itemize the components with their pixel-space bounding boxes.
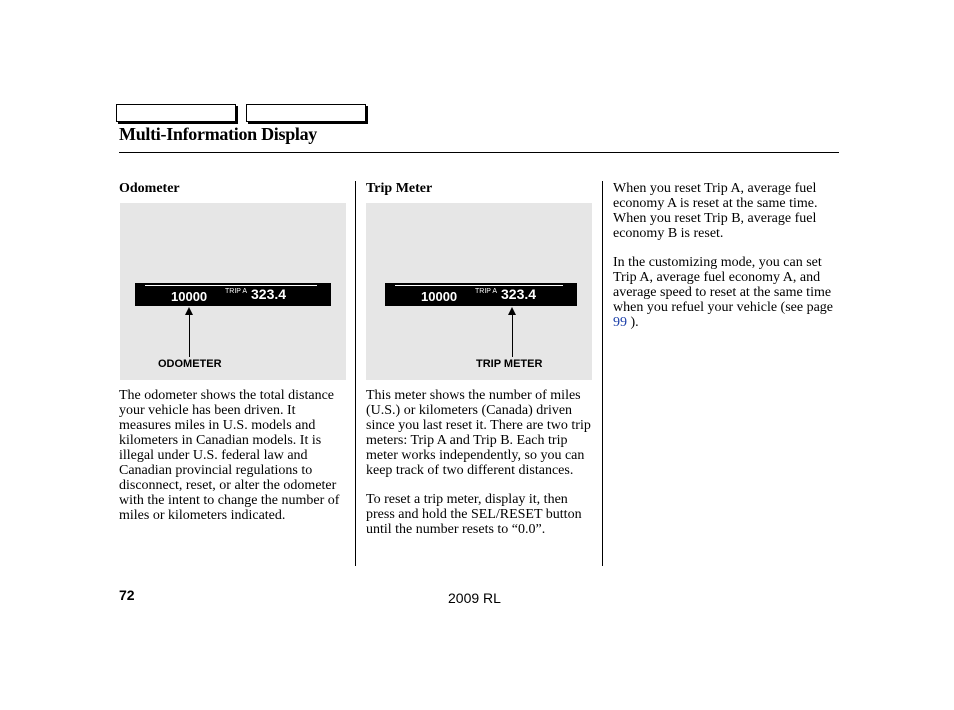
odometer-heading: Odometer xyxy=(119,181,180,196)
odometer-body: The odometer shows the total distance your vehicle has been driven. It measures miles in U.S. models and kilometers in Canadian models. It is illegal under U.S. federal law and Canadian provincial regulations to disconnect, reset, or alter the odometer with the intent to change the number of miles or kilometers indicated. xyxy=(119,388,340,523)
header-tab-box-right xyxy=(246,104,366,122)
trip-callout: TRIP METER xyxy=(476,358,543,370)
trip-body-1: This meter shows the number of miles (U.S.) or kilometers (Canada) driven since you last reset it. There are two trip meters: Trip A and Trip B. Each trip meter works independently, so you can keep track of two different distances. xyxy=(366,388,591,478)
odometer-reading: 10000 xyxy=(421,289,458,304)
trip-label: TRIP A xyxy=(475,288,498,295)
model-label: 2009 RL xyxy=(448,590,501,606)
odometer-pointer-line xyxy=(189,313,190,357)
trip-reading: 323.4 xyxy=(251,286,287,302)
odometer-display-panel xyxy=(135,283,331,306)
customizing-text: In the customizing mode, you can set Trip A, average fuel economy A, and average speed to reset at the same time when you refuel your vehicle (see page xyxy=(613,255,834,315)
right-column xyxy=(613,181,841,330)
trip-label: TRIP A xyxy=(225,288,248,295)
trip-heading-wrap xyxy=(366,181,592,196)
display-rule xyxy=(145,285,317,286)
reset-note: When you reset Trip A, average fuel economy A is reset at the same time. When you reset Trip B, average fuel economy B is reset. xyxy=(613,181,818,241)
page-reference-link[interactable]: 99 xyxy=(613,315,627,330)
customizing-note xyxy=(613,255,841,330)
title-rule xyxy=(119,152,839,153)
column-divider-1 xyxy=(355,181,356,566)
page-number: 72 xyxy=(119,587,135,603)
trip-reading: 323.4 xyxy=(501,286,537,302)
trip-pointer-line xyxy=(512,313,513,357)
customizing-end: ). xyxy=(627,315,639,330)
trip-heading: Trip Meter xyxy=(366,181,433,196)
odometer-heading-wrap xyxy=(119,181,345,196)
trip-display-panel xyxy=(385,283,577,306)
odometer-figure xyxy=(120,203,346,380)
header-tab-box-left xyxy=(116,104,236,122)
column-divider-2 xyxy=(602,181,603,566)
odometer-callout: ODOMETER xyxy=(158,358,222,370)
trip-body-wrap xyxy=(366,388,594,537)
display-rule xyxy=(395,285,563,286)
odometer-reading: 10000 xyxy=(171,289,208,304)
odometer-body-wrap xyxy=(119,388,347,523)
page-title: Multi-Information Display xyxy=(119,124,318,144)
trip-body-2: To reset a trip meter, display it, then press and hold the SEL/RESET button until the number resets to “0.0”. xyxy=(366,492,582,537)
trip-figure xyxy=(366,203,592,380)
